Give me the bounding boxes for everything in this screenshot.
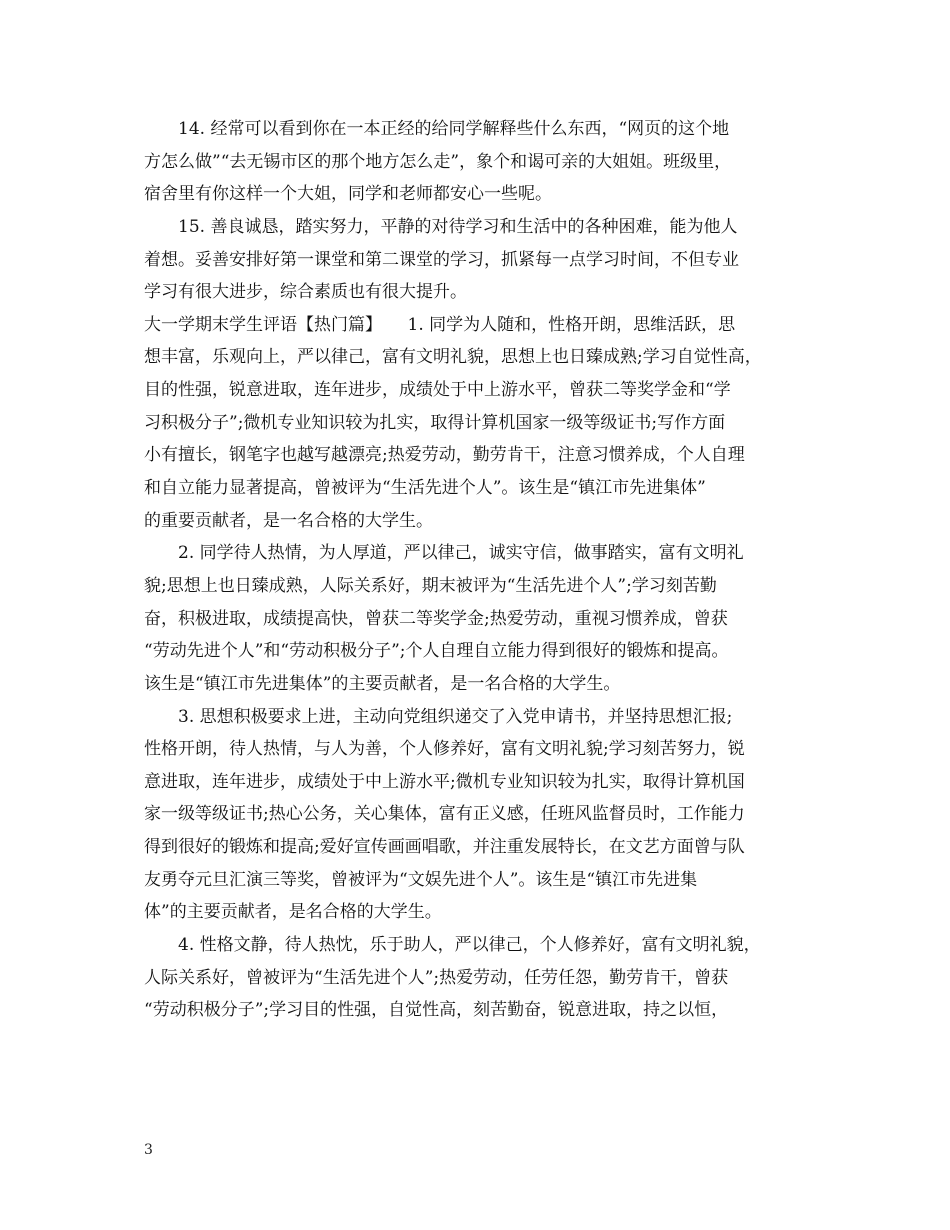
- line-text: 2. 同学待人热情，为人厚道，严以律己，诚实守信，做事踏实，富有文明礼: [178, 543, 744, 564]
- text-line: [0, 374, 950, 407]
- text-line: [0, 211, 950, 244]
- text-line: [0, 635, 950, 668]
- line-text: 方怎么做”“去无锡市区的那个地方怎么走”，象个和谒可亲的大姐姐。班级里，: [144, 151, 732, 172]
- line-text: 3. 思想积极要求上进，主动向党组织递交了入党申请书，并坚持思想汇报;: [178, 706, 733, 727]
- line-text: 得到很好的锻炼和提高;爱好宣传画画唱歌，并注重发展特长，在文艺方面曾与队: [144, 837, 745, 858]
- line-text: 宿舍里有你这样一个大姐，同学和老师都安心一些呢。: [144, 184, 552, 205]
- text-line: [0, 244, 950, 277]
- body-text: [0, 113, 950, 1027]
- text-line: [0, 178, 950, 211]
- text-line: [0, 994, 950, 1027]
- line-text: 家一级等级证书;热心公务，关心集体，富有正义感，任班风监督员时，工作能力: [144, 804, 745, 825]
- text-line: [0, 831, 950, 864]
- line-text: 小有擅长，钢笔字也越写越漂亮;热爱劳动，勤劳肯干，注意习惯养成，个人自理: [144, 445, 745, 466]
- text-line: [0, 407, 950, 440]
- text-line: [0, 896, 950, 929]
- line-text: “劳动先进个人”和“劳动积极分子”;个人自理自立能力得到很好的锻炼和提高。: [144, 641, 729, 662]
- line-text: 友勇夺元旦汇演三等奖，曾被评为“文娱先进个人”。该生是“镇江市先进集: [144, 869, 698, 890]
- line-text: 15. 善良诚恳，踏实努力，平静的对待学习和生活中的各种困难，能为他人: [178, 216, 738, 237]
- line-text: 想丰富，乐观向上，严以律己，富有文明礼貌，思想上也日臻成熟;学习自觉性高，: [144, 347, 762, 368]
- text-line: [0, 929, 950, 962]
- line-text: 目的性强，锐意进取，连年进步，成绩处于中上游水平，曾获二等奖学金和“学: [144, 380, 731, 401]
- line-text: 4. 性格文静，待人热忱，乐于助人，严以律己，个人修养好，富有文明礼貌，: [178, 935, 761, 956]
- text-line: [0, 962, 950, 995]
- text-line: [0, 733, 950, 766]
- text-line: [0, 864, 950, 897]
- text-line: [0, 113, 950, 146]
- text-line: [0, 766, 950, 799]
- line-text: 意进取，连年进步，成绩处于中上游水平;微机专业知识较为扎实，取得计算机国: [144, 771, 745, 792]
- line-text: 貌;思想上也日臻成熟，人际关系好，期末被评为“生活先进个人”;学习刻苦勤: [144, 575, 717, 596]
- line-text: 奋，积极进取，成绩提高快，曾获二等奖学金;热爱劳动，重视习惯养成，曾获: [144, 608, 728, 629]
- line-text: 着想。妥善安排好第一课堂和第二课堂的学习，抓紧每一点学习时间，不但专业: [144, 249, 739, 270]
- line-text: 14. 经常可以看到你在一本正经的给同学解释些什么东西，“网页的这个地: [178, 119, 730, 139]
- line-text: 性格开朗，待人热情，与人为善，个人修养好，富有文明礼貌;学习刻苦努力，锐: [144, 739, 745, 760]
- text-line: [0, 798, 950, 831]
- text-line: [0, 603, 950, 636]
- page-number: 3: [144, 1142, 153, 1158]
- line-text: 该生是“镇江市先进集体”的主要贡献者，是一名合格的大学生。: [144, 673, 621, 694]
- text-line: [0, 701, 950, 734]
- line-text: 的重要贡献者，是一名合格的大学生。: [144, 510, 433, 531]
- text-line: [0, 276, 950, 309]
- line-text: 和自立能力显著提高，曾被评为“生活先进个人”。该生是“镇江市先进集体”: [144, 478, 706, 499]
- text-line: [0, 505, 950, 538]
- line-text: 学习有很大进步，综合素质也有很大提升。: [144, 282, 467, 303]
- line-text: 人际关系好，曾被评为“生活先进个人”;热爱劳动，任劳任怨，勤劳肯干，曾获: [144, 967, 729, 988]
- text-line: [0, 439, 950, 472]
- line-text: “劳动积极分子”;学习目的性强，自觉性高，刻苦勤奋，锐意进取，持之以恒，: [144, 1000, 729, 1021]
- text-line: [0, 668, 950, 701]
- line-text: 体”的主要贡献者，是名合格的大学生。: [144, 902, 442, 923]
- text-line: [0, 146, 950, 179]
- text-line: [0, 341, 950, 374]
- text-line: [0, 570, 950, 603]
- line-text: 大一学期末学生评语【热门篇】 1. 同学为人随和，性格开朗，思维活跃，思: [144, 314, 736, 335]
- text-line: [0, 472, 950, 505]
- section-heading-line: [0, 309, 950, 342]
- text-line: [0, 537, 950, 570]
- line-text: 习积极分子”;微机专业知识较为扎实，取得计算机国家一级等级证书;写作方面: [144, 412, 726, 433]
